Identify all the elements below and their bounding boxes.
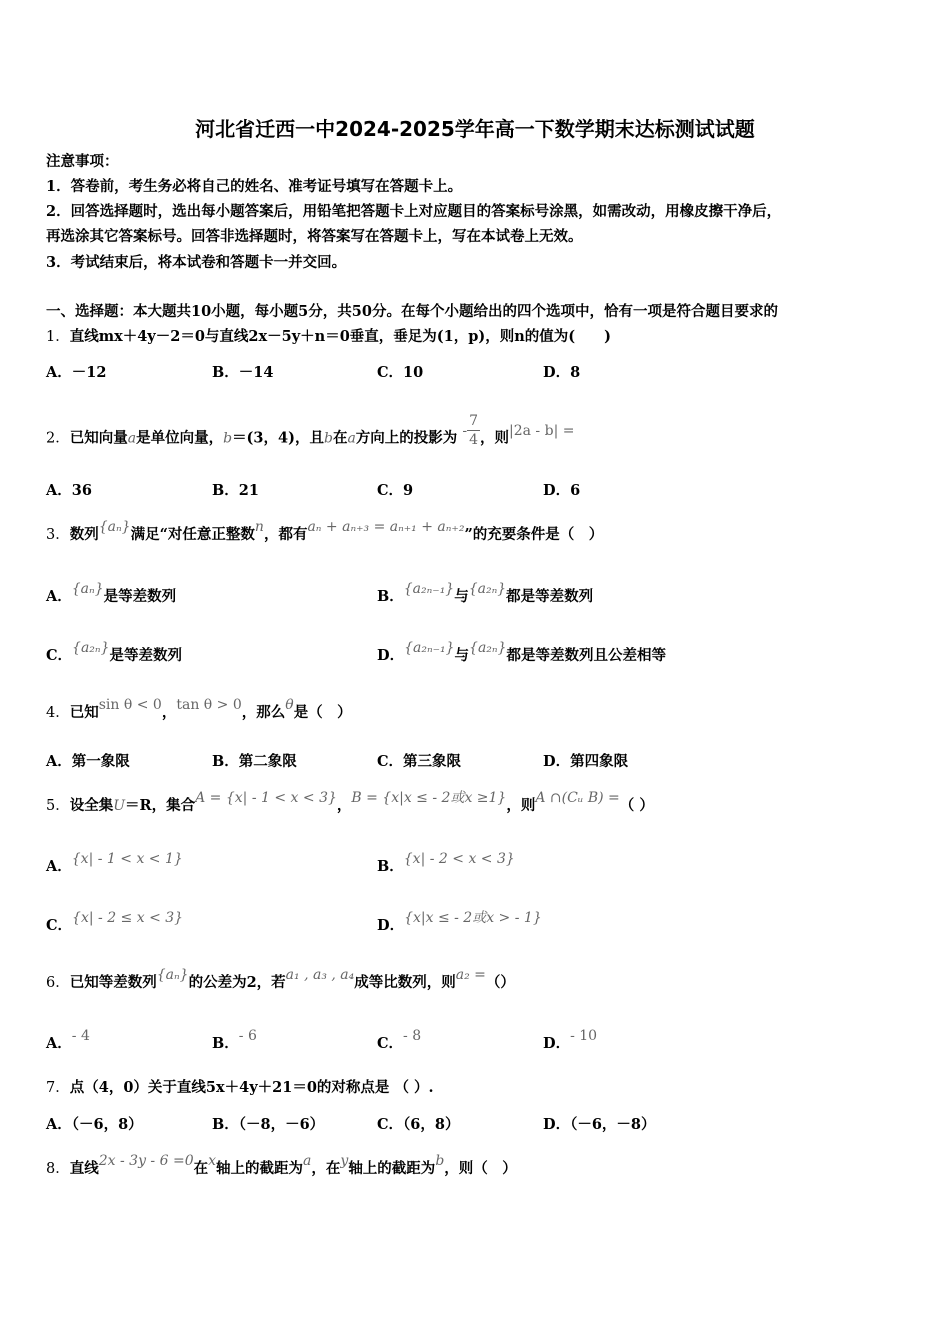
math-expression: |2a - b| =	[509, 422, 575, 439]
question-6	[46, 967, 515, 993]
fraction-denominator: 4	[469, 432, 479, 448]
question-text: 已知	[69, 704, 99, 721]
q7-option-a: A．（－6，8）	[46, 1116, 143, 1133]
math-sequence: {aₙ}	[156, 967, 189, 983]
math-set: {x| - 2 ≤ x < 3}	[72, 910, 184, 926]
math-value: - 4	[71, 1028, 90, 1044]
option-label: B．	[212, 1035, 239, 1052]
notice-item: 2．回答选择题时，选出每小题答案后，用铅笔把答题卡上对应题目的答案标号涂黑，如需改动，用橡皮擦干净后，	[46, 203, 782, 220]
math-term: a₂ =	[455, 967, 486, 983]
page-title: 河北省迁西一中2024-2025学年高一下数学期末达标测试试题	[195, 117, 755, 141]
math-vector-a: a	[127, 430, 137, 447]
question-text: ，在	[311, 1160, 341, 1177]
question-text: ，都有	[263, 526, 308, 543]
math-sequence: {a₂ₙ}	[468, 581, 507, 597]
question-text: （）	[485, 974, 515, 991]
question-text: ，	[336, 797, 352, 814]
question-text: ＝R，集合	[125, 797, 196, 814]
question-8	[46, 1153, 517, 1179]
question-text: 已知向量	[69, 429, 128, 447]
q7-option-b: B．（－8，－6）	[212, 1116, 325, 1133]
math-set: B = {x|x ≤ - 2或x ≥1}	[351, 790, 507, 806]
q2-option-a: A．36	[46, 482, 92, 499]
question-text: ，那么	[241, 704, 286, 721]
option-text: 都是等差数列	[506, 588, 594, 605]
q5-option-d	[377, 910, 542, 935]
math-condition: sin θ < 0	[98, 697, 162, 713]
q7-option-d: D．（－6，－8）	[543, 1116, 656, 1133]
q6-option-c	[377, 1028, 422, 1053]
q6-option-a	[46, 1028, 90, 1053]
question-number: 6．	[46, 975, 70, 991]
question-text: 点（4，0）关于直线5x＋4y＋21＝0的对称点是 （ ）.	[69, 1079, 434, 1096]
q5-option-b	[377, 851, 515, 876]
math-condition: tan θ > 0	[176, 697, 242, 713]
math-sequence: {a₂ₙ₋₁}	[404, 640, 455, 656]
option-text: 是等差数列	[103, 588, 177, 605]
question-4	[46, 697, 352, 723]
math-sequence: {a₂ₙ₋₁}	[403, 581, 455, 597]
question-1	[46, 327, 611, 347]
option-text: 是等差数列	[109, 647, 182, 664]
question-text: ，则（ ）	[444, 1160, 517, 1177]
option-text: 与	[454, 588, 469, 605]
question-number: 3．	[46, 527, 70, 543]
math-equation: 2x - 3y - 6 =0	[98, 1153, 194, 1169]
question-2	[46, 413, 575, 457]
question-number: 1．	[46, 329, 70, 345]
option-label: B．	[377, 588, 404, 605]
q3-option-b	[377, 581, 594, 606]
option-label: D．	[543, 1035, 571, 1052]
question-text: ，则	[480, 429, 510, 447]
math-set: {x|x ≤ - 2或x > - 1}	[404, 910, 542, 926]
question-text: ，	[161, 704, 177, 721]
q4-option-d: D．第四象限	[543, 753, 629, 770]
question-text: 已知等差数列	[69, 974, 157, 991]
option-label: D．	[377, 917, 405, 934]
math-terms: a₁ , a₃ , a₄	[285, 967, 355, 983]
option-label: D．	[377, 647, 405, 664]
math-variable: y	[340, 1153, 349, 1169]
question-7	[46, 1078, 434, 1098]
math-sequence: {aₙ}	[71, 581, 104, 597]
question-text: 数列	[69, 526, 99, 543]
option-label: B．	[377, 858, 404, 875]
question-text: 直线mx＋4y－2＝0与直线2x－5y＋n＝0垂直，垂足为(1，p)，则n的值为( )	[69, 328, 612, 345]
math-sequence: {a₂ₙ}	[72, 640, 110, 656]
math-negative: -	[462, 422, 468, 439]
q2-option-d: D．6	[543, 482, 581, 499]
question-text: 在	[193, 1160, 209, 1177]
question-text: 设全集	[69, 797, 114, 814]
section-heading: 一、选择题：本大题共10小题，每小题5分，共50分。在每个小题给出的四个选项中，恰有一项是符合题目要求的	[46, 303, 778, 320]
option-text: 与	[454, 647, 470, 664]
q3-option-a	[46, 581, 177, 606]
q2-option-b: B．21	[212, 482, 259, 499]
notice-item: 3．考试结束后，将本试卷和答题卡一并交回。	[46, 254, 347, 271]
question-number: 8．	[46, 1161, 70, 1177]
q4-option-b: B．第二象限	[212, 753, 297, 770]
question-number: 5．	[46, 798, 70, 814]
q3-option-d	[377, 640, 666, 665]
q3-option-c	[46, 640, 182, 665]
math-vector-a: a	[347, 430, 356, 447]
question-text: 的公差为2，若	[188, 974, 286, 991]
option-label: A．	[46, 858, 72, 875]
option-label: A．	[46, 588, 72, 605]
math-variable: n	[254, 519, 264, 535]
option-label: C．	[46, 647, 73, 664]
question-number: 7．	[46, 1080, 70, 1096]
math-variable: x	[208, 1153, 217, 1169]
question-number: 4．	[46, 705, 70, 721]
option-label: C．	[377, 1035, 404, 1052]
math-set: A = {x| - 1 < x < 3}	[195, 790, 337, 806]
question-text: 满足“对任意正整数	[130, 526, 255, 543]
question-5	[46, 790, 654, 816]
math-variable: θ	[285, 697, 294, 713]
math-set: {x| - 2 < x < 3}	[403, 851, 515, 867]
notice-item: 再选涂其它答案标号。回答非选择题时，将答案写在答题卡上，写在本试卷上无效。	[46, 228, 583, 245]
question-text: 是单位向量，	[136, 429, 224, 447]
question-text: 轴上的截距为	[216, 1160, 304, 1177]
q5-option-c	[46, 910, 184, 935]
math-sequence: {aₙ}	[98, 519, 131, 535]
math-variable: b	[435, 1153, 445, 1169]
math-fraction	[467, 412, 480, 449]
math-expression: A ∩(Cᵤ B) =	[535, 790, 620, 806]
question-text: 是（ ）	[293, 704, 352, 721]
q6-option-d	[543, 1028, 598, 1053]
q7-option-c: C．（6，8）	[377, 1116, 460, 1133]
math-value: - 10	[570, 1028, 598, 1044]
math-set: {x| - 1 < x < 1}	[71, 851, 183, 867]
question-text: 在	[332, 429, 348, 447]
q5-option-a	[46, 851, 183, 876]
option-label: C．	[46, 917, 73, 934]
math-value: - 8	[403, 1028, 422, 1044]
question-text: 直线	[69, 1160, 99, 1177]
question-text: 方向上的投影为	[355, 429, 458, 447]
q4-option-a: A．第一象限	[46, 753, 130, 770]
fraction-numerator: 7	[469, 413, 479, 429]
math-variable: U	[113, 798, 126, 814]
question-text: （ ）	[619, 797, 654, 814]
question-text: 轴上的截距为	[348, 1160, 436, 1177]
math-sequence: {a₂ₙ}	[469, 640, 507, 656]
q6-option-b	[212, 1028, 257, 1053]
notice-heading: 注意事项：	[46, 153, 119, 170]
notice-item: 1．答卷前，考生务必将自己的姓名、准考证号填写在答题卡上。	[46, 178, 463, 195]
question-text: ”的充要条件是（ ）	[464, 526, 604, 543]
q1-option-b: B．－14	[212, 364, 274, 381]
q1-option-d: D．8	[543, 364, 581, 381]
question-text: 成等比数列，则	[354, 974, 456, 991]
option-label: A．	[46, 1035, 72, 1052]
math-vector-b: b	[223, 430, 233, 447]
q2-option-c: C．9	[377, 482, 414, 499]
q1-option-c: C．10	[377, 364, 424, 381]
question-text: ＝(3，4)，且	[232, 429, 324, 447]
math-variable: a	[303, 1153, 312, 1169]
question-3	[46, 519, 604, 545]
math-value: - 6	[238, 1028, 257, 1044]
question-text: ，则	[506, 797, 536, 814]
q4-option-c: C．第三象限	[377, 753, 462, 770]
question-number: 2．	[46, 430, 70, 447]
q1-option-a: A．－12	[46, 364, 107, 381]
option-text: 都是等差数列且公差相等	[506, 647, 666, 664]
math-condition: aₙ + aₙ₊₃ = aₙ₊₁ + aₙ₊₂	[307, 519, 465, 535]
math-vector-b: b	[323, 430, 333, 447]
